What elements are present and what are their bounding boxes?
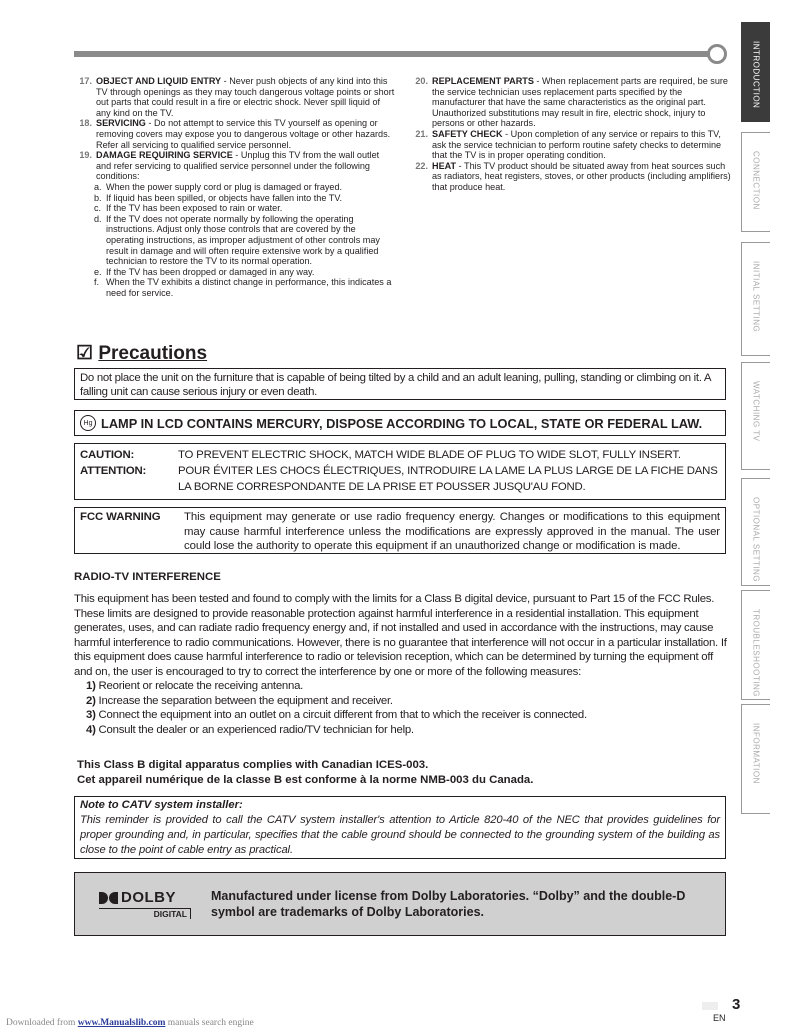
measure-4: 4) Consult the dealer or an experienced radio/TV technician for help.: [86, 723, 414, 736]
fcc-warning-box: FCC WARNING This equipment may generate or use radio frequency energy. Changes or modifications to this equipment may cause harmful interference unless the modifications are expressly approved in the manual. The user could lose the authority to operate this equipment if an unauthorized change or modification is made.: [74, 507, 726, 554]
precautions-heading: ☑ Precautions: [76, 343, 208, 364]
safety-list-right: [410, 76, 732, 193]
catv-note-box: Note to CATV system installer: This reminder is provided to call the CATV system installer's attention to Article 820-40 of the NEC that provides guidelines for proper grounding and, in particular, specifies that the cable ground should be connected to the grounding system of the building as close to the point of cable entry as practical.: [74, 796, 726, 859]
page-marker: [702, 1002, 718, 1010]
safety-item-18: 18. SERVICING - Do not attempt to service this TV yourself as opening or removing covers may expose you to dangerous voltage or other hazards. Refer all servicing to qualified service personnel.: [79, 118, 391, 150]
header-rule-ring: [707, 44, 727, 64]
tilt-warning-box: Do not place the unit on the furniture that is capable of being tilted by a child and an adult leaning, pulling, standing or climbing on it. A falling unit can cause serious injury or even death.: [74, 368, 726, 400]
condition-d: d. If the TV does not operate normally by following the operating instructions. Adjust only those controls that are covered by the operating instructions, as improper adjustment of other controls may result in damage and will often require extensive work by a qualified technician to restore the TV to its normal operation.: [94, 213, 380, 267]
measure-1: 1) Reorient or relocate the receiving antenna.: [86, 680, 304, 692]
condition-f: f. When the TV exhibits a distinct change in performance, this indicates a need for service.: [94, 277, 392, 298]
tab-troubleshooting[interactable]: TROUBLESHOOTING: [741, 590, 770, 700]
safety-item-21: 21. SAFETY CHECK - Upon completion of any service or repairs to this TV, ask the service technician to perform routine safety checks to determine that the TV is in proper operating condition.: [415, 128, 722, 161]
header-rule: [74, 51, 714, 57]
page-number: 3: [732, 996, 741, 1013]
tab-initial-setting[interactable]: INITIAL SETTING: [741, 242, 770, 356]
mercury-warning-box: Hg LAMP IN LCD CONTAINS MERCURY, DISPOSE ACCORDING TO LOCAL, STATE OR FEDERAL LAW.: [74, 410, 726, 436]
tab-watching-tv[interactable]: WATCHING TV: [741, 362, 770, 470]
measure-2: 2) Increase the separation between the equipment and receiver.: [86, 694, 393, 707]
tab-information[interactable]: INFORMATION: [741, 704, 770, 814]
tab-introduction[interactable]: INTRODUCTION: [741, 22, 770, 122]
manualslib-link[interactable]: www.Manualslib.com: [77, 1018, 166, 1028]
caution-box: CAUTION: TO PREVENT ELECTRIC SHOCK, MATCH WIDE BLADE OF PLUG TO WIDE SLOT, FULLY INSERT. ATTENTION: POUR ÉVITER LES CHOCS ÉLECTRIQUES, INTRODUIRE LA LAME LA PLUS LARGE DE LA FICHE DANS LA BORNE CORRESPONDANTE DE LA PRISE ET POUSSER JUSQU'AU FOND.: [74, 443, 726, 500]
measure-3: 3) Connect the equipment into an outlet on a circuit different from that to which the receiver is connected.: [86, 709, 587, 721]
condition-e: e. If the TV has been dropped or damaged in any way.: [94, 266, 315, 277]
condition-b: b. If liquid has been spilled, or objects have fallen into the TV.: [94, 192, 343, 203]
radio-tv-body: This equipment has been tested and found to comply with the limits for a Class B digital device, pursuant to Part 15 of the FCC Rules. These limits are designed to provide reasonable protection against harmful interference in a residential installation. This equipment generates, uses, and can radiate radio frequency energy and, if not installed and used in accordance with the instructions, may cause harmful interference to radio communications. However, there is no guarantee that interference will not occur in a particular installation. If this equipment does cause harmful interference to radio or television reception, which can be determined by turning the equipment off and on, the user is encouraged to try to correct the interference by one or more of the following measures: 1) Reorient or relocate the receiving antenna. 2) Increase the separation between the equipment and receiver. 3) Connect the equipment into an outlet on a circuit different from that to which the receiver is connected. 4) Consult the dealer or an experienced radio/TV technician for help.: [74, 592, 734, 737]
mercury-hg-icon: Hg: [80, 415, 96, 431]
download-footer: Downloaded from www.Manualslib.com manuals search engine: [6, 1018, 254, 1028]
radio-tv-heading: RADIO-TV INTERFERENCE: [74, 571, 221, 583]
dolby-box: DOLBY DIGITAL Manufactured under license from Dolby Laboratories. “Dolby” and the double-D symbol are trademarks of Dolby Laboratories.: [74, 872, 726, 936]
language-code: EN: [713, 1013, 726, 1023]
safety-item-17: 17. OBJECT AND LIQUID ENTRY - Never push objects of any kind into this TV through openings as they may touch dangerous voltage points or short out parts that could result in a fire or electric shock. Never spill liquid of any kind on the TV.: [79, 76, 395, 118]
condition-c: c. If the TV has been exposed to rain or water.: [94, 203, 283, 214]
dolby-digital-logo: DOLBY DIGITAL: [99, 889, 199, 919]
checkbox-icon: ☑: [76, 343, 94, 364]
safety-item-19: 19. DAMAGE REQUIRING SERVICE - Unplug this TV from the wall outlet and refer servicing to qualified service personnel under the following conditions:: [79, 150, 380, 182]
tab-optional-setting[interactable]: OPTIONAL SETTING: [741, 478, 770, 586]
double-d-icon: [99, 892, 118, 904]
safety-item-20: 20. REPLACEMENT PARTS - When replacement parts are required, be sure the service technician uses replacement parts specified by the manufacturer that have the same characteristics as the original part. Unauthorized substitutions may result in fire, electric shock, injury to persons or other hazards.: [415, 76, 728, 129]
safety-list-left: [74, 76, 396, 298]
condition-a: a. When the power supply cord or plug is damaged or frayed.: [94, 181, 343, 192]
tab-connection[interactable]: CONNECTION: [741, 132, 770, 232]
safety-item-22: 22. HEAT - This TV product should be situated away from heat sources such as radiators, heat registers, stoves, or other products (including amplifiers) that produce heat.: [415, 160, 731, 192]
canada-compliance: This Class B digital apparatus complies with Canadian ICES-003. Cet appareil numérique de la classe B est conforme à la norme NMB-003 du Canada.: [77, 759, 534, 786]
